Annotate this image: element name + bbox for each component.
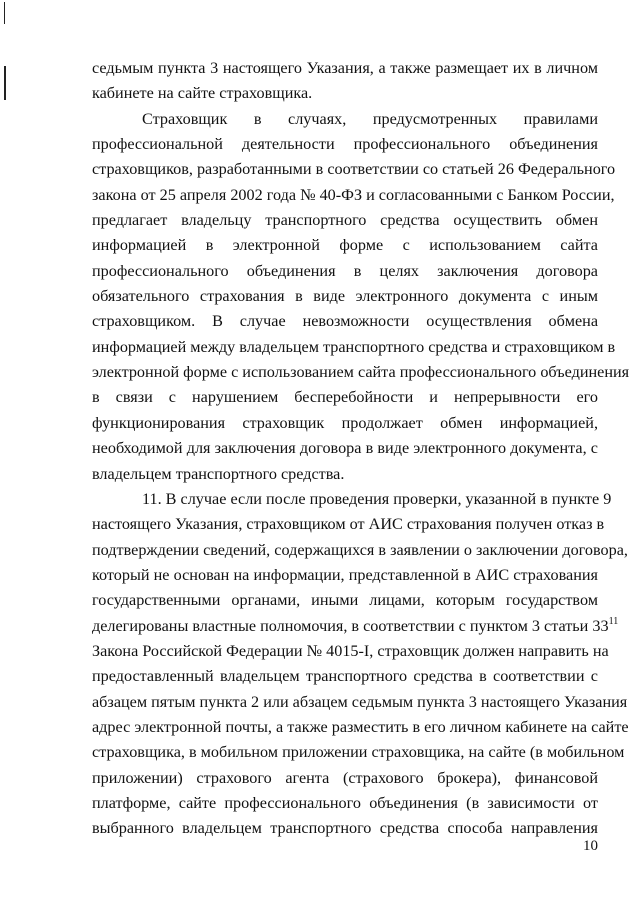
text-line (92, 664, 598, 689)
text-line-content: подтверждении сведений, содержащихся в заявлении о заключении договора, (92, 540, 628, 559)
text-line-content: в связи с нарушением бесперебойности и непрерывности его (92, 388, 598, 407)
text-line-content: платформе, сайте профессионального объединения (в зависимости от (92, 793, 598, 812)
scan-edge-mark (4, 66, 6, 100)
text-line-content: делегированы властные полномочия, в соответствии с пунктом 3 статьи 33 (92, 616, 609, 635)
text-line (92, 360, 630, 385)
text-line (92, 538, 628, 563)
text-line (92, 208, 598, 233)
text-line-content: адрес электронной почты, а также разместить в его личном кабинете на сайте (92, 717, 629, 736)
scan-edge-mark (4, 2, 5, 24)
text-line-content: государственными органами, иными лицами, которым государством (92, 591, 598, 610)
text-line-content: выбранного владельцем транспортного средства способа направления (92, 819, 598, 838)
text-line (92, 233, 598, 258)
text-line-content: страховщика, в мобильном приложении страховщика, на сайте (в мобильном (92, 743, 625, 762)
text-line-content: 11. В случае если после проведения проверки, указанной в пункте 9 (142, 489, 612, 508)
text-line (92, 462, 598, 487)
text-line-content: профессиональной деятельности профессионального объединения (92, 135, 598, 154)
text-line (92, 563, 598, 588)
text-line (92, 690, 628, 715)
text-line-content: страховщиков, разработанными в соответствии со статьей 26 Федерального (92, 160, 616, 179)
text-line (92, 385, 598, 410)
text-line (92, 56, 598, 81)
text-line (92, 107, 598, 132)
text-line-content: который не основан на информации, представленной в АИС страхования (92, 565, 598, 584)
text-line-content: электронной форме с использованием сайта профессионального объединения (92, 363, 630, 382)
text-line (92, 411, 598, 436)
page-number: 10 (583, 838, 598, 854)
text-line-content: Страховщик в случаях, предусмотренных правилами (142, 109, 598, 128)
text-line (92, 284, 598, 309)
text-line (92, 81, 598, 106)
text-line-content: предоставленный владельцем транспортного средства в соответствии с (92, 667, 598, 686)
text-line-content: страховщиком. В случае невозможности осуществления обмена (92, 312, 598, 331)
text-line (92, 487, 612, 512)
text-line (92, 335, 616, 360)
footnote-reference: 11 (608, 615, 619, 627)
text-line (92, 740, 625, 765)
text-line-content: владельцем транспортного средства. (92, 464, 345, 483)
text-line-content: информацией между владельцем транспортного средства и страховщиком в (92, 337, 616, 356)
text-line (92, 588, 598, 613)
text-line (92, 436, 598, 461)
text-line (92, 715, 629, 740)
text-line (92, 183, 615, 208)
text-line-content: кабинете на сайте страховщика. (92, 84, 313, 103)
text-line-content: настоящего Указания, страховщиком от АИС страхования получен отказ в (92, 515, 605, 534)
text-line-content: необходимой для заключения договора в виде электронного документа, с (92, 439, 598, 458)
body-text (92, 56, 630, 842)
text-line-content: предлагает владельцу транспортного средства осуществить обмен (92, 211, 598, 230)
text-line (92, 309, 598, 334)
text-line-content: приложении) страхового агента (страхового брокера), финансовой (92, 768, 598, 787)
text-line (92, 816, 598, 841)
text-line (92, 639, 609, 664)
text-line (92, 766, 598, 791)
text-line (92, 512, 605, 537)
text-line-content: обязательного страхования в виде электронного документа с иным (92, 287, 598, 306)
text-line-content: функционирования страховщик продолжает обмен информацией, (92, 413, 598, 432)
text-line (92, 157, 616, 182)
text-line-content: Закона Российской Федерации № 4015-I, страховщик должен направить на (92, 641, 609, 660)
text-line-content: информацией в электронной форме с использованием сайта (92, 236, 598, 255)
text-line-content: профессионального объединения в целях заключения договора (92, 261, 598, 280)
text-line-content: абзацем пятым пункта 2 или абзацем седьмым пункта 3 настоящего Указания (92, 692, 628, 711)
text-line (92, 614, 619, 639)
text-line (92, 791, 598, 816)
text-line-content: седьмым пункта 3 настоящего Указания, а также размещает их в личном (92, 59, 598, 77)
text-line (92, 259, 598, 284)
text-line (92, 132, 598, 157)
text-line-content: закона от 25 апреля 2002 года № 40-ФЗ и согласованными с Банком России, (92, 185, 615, 204)
